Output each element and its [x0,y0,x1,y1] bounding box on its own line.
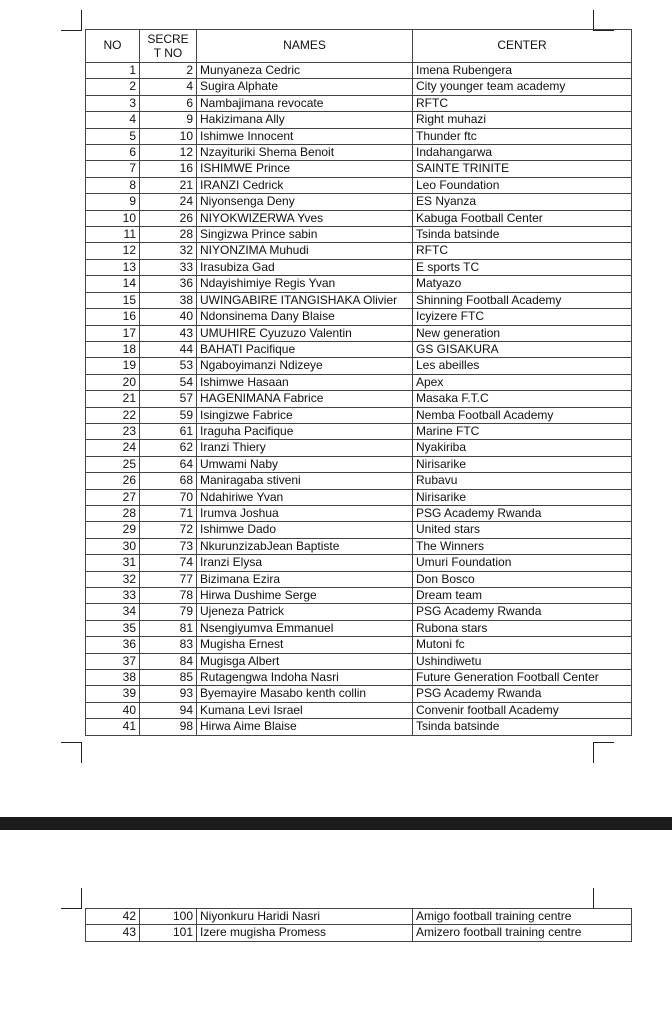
cell-name: Nzayituriki Shema Benoit [197,145,413,161]
cell-secret-no: 32 [140,243,197,259]
cell-secret-no: 62 [140,440,197,456]
cell-secret-no: 73 [140,538,197,554]
table-row [86,210,632,226]
cell-secret-no: 16 [140,161,197,177]
table-row [86,604,632,620]
table-row [86,95,632,111]
cell-no: 4 [86,112,140,128]
cell-center: Mutoni fc [413,637,632,653]
table-row [86,571,632,587]
cell-center: Les abeilles [413,358,632,374]
cell-center: ES Nyanza [413,194,632,210]
table-row [86,161,632,177]
cell-secret-no: 36 [140,276,197,292]
cell-name: Munyaneza Cedric [197,63,413,79]
cell-center: Imena Rubengera [413,63,632,79]
cell-no: 41 [86,719,140,735]
cell-center: New generation [413,325,632,341]
header-secret-no-line1: SECRE [147,32,189,46]
cell-name: Ndonsinema Dany Blaise [197,309,413,325]
cell-center: Tsinda batsinde [413,227,632,243]
cell-name: Nsengiyumva Emmanuel [197,620,413,636]
table-row [86,653,632,669]
cell-name: NkurunzizabJean Baptiste [197,538,413,554]
cell-no: 8 [86,177,140,193]
cell-secret-no: 74 [140,555,197,571]
cell-center: Don Bosco [413,571,632,587]
cell-secret-no: 77 [140,571,197,587]
cell-center: Convenir football Academy [413,702,632,718]
cell-name: Ngaboyimanzi Ndizeye [197,358,413,374]
page-corner-mark [61,10,82,31]
cell-center: Rubona stars [413,620,632,636]
cell-center: Amizero football training centre [413,925,632,941]
cell-secret-no: 84 [140,653,197,669]
cell-center: Nirisarike [413,456,632,472]
cell-secret-no: 64 [140,456,197,472]
cell-no: 23 [86,423,140,439]
cell-center: Future Generation Football Center [413,670,632,686]
cell-secret-no: 54 [140,374,197,390]
table-row [86,588,632,604]
cell-name: Singizwa Prince sabin [197,227,413,243]
table-row [86,538,632,554]
table-row [86,423,632,439]
cell-center: Marine FTC [413,423,632,439]
table-row [86,456,632,472]
page-corner-mark [593,742,614,763]
document-page-2 [0,830,672,1021]
cell-secret-no: 68 [140,473,197,489]
cell-name: Sugira Alphate [197,79,413,95]
cell-secret-no: 71 [140,505,197,521]
cell-name: NIYONZIMA Muhudi [197,243,413,259]
table-row [86,505,632,521]
cell-secret-no: 6 [140,95,197,111]
cell-secret-no: 38 [140,292,197,308]
cell-center: Kabuga Football Center [413,210,632,226]
cell-name: Iranzi Elysa [197,555,413,571]
cell-name: ISHIMWE Prince [197,161,413,177]
table-row [86,555,632,571]
cell-no: 6 [86,145,140,161]
table-row [86,145,632,161]
cell-secret-no: 98 [140,719,197,735]
table-row [86,620,632,636]
cell-no: 25 [86,456,140,472]
cell-name: Umwami Naby [197,456,413,472]
table-row [86,374,632,390]
cell-center: GS GISAKURA [413,341,632,357]
cell-secret-no: 53 [140,358,197,374]
cell-no: 19 [86,358,140,374]
table-row [86,637,632,653]
cell-center: Apex [413,374,632,390]
cell-no: 22 [86,407,140,423]
cell-center: PSG Academy Rwanda [413,604,632,620]
cell-secret-no: 21 [140,177,197,193]
cell-no: 37 [86,653,140,669]
table-row [86,79,632,95]
cell-no: 33 [86,588,140,604]
table-row [86,489,632,505]
table-row [86,63,632,79]
page-corner-mark [61,742,82,763]
cell-name: Nambajimana revocate [197,95,413,111]
header-secret-no [140,30,197,63]
cell-name: Ndahiriwe Yvan [197,489,413,505]
cell-center: Right muhazi [413,112,632,128]
cell-center: Nirisarike [413,489,632,505]
table-row [86,391,632,407]
table-body-continued [86,909,632,942]
cell-name: Ujeneza Patrick [197,604,413,620]
table-row [86,686,632,702]
cell-name: NIYOKWIZERWA Yves [197,210,413,226]
cell-secret-no: 40 [140,309,197,325]
table-body [86,63,632,736]
table-row [86,128,632,144]
cell-name: Hirwa Aime Blaise [197,719,413,735]
cell-no: 28 [86,505,140,521]
cell-name: Irumva Joshua [197,505,413,521]
cell-no: 20 [86,374,140,390]
cell-center: Leo Foundation [413,177,632,193]
cell-secret-no: 2 [140,63,197,79]
cell-secret-no: 81 [140,620,197,636]
cell-center: Tsinda batsinde [413,719,632,735]
cell-no: 30 [86,538,140,554]
table-row [86,702,632,718]
cell-secret-no: 83 [140,637,197,653]
cell-name: IRANZI Cedrick [197,177,413,193]
cell-name: Rutagengwa Indoha Nasri [197,670,413,686]
registration-table [85,29,632,736]
cell-no: 16 [86,309,140,325]
cell-secret-no: 70 [140,489,197,505]
table-row [86,522,632,538]
cell-no: 38 [86,670,140,686]
cell-name: Ishimwe Dado [197,522,413,538]
cell-name: Niyonkuru Haridi Nasri [197,909,413,925]
table-row [86,341,632,357]
cell-name: Mugisga Albert [197,653,413,669]
cell-no: 12 [86,243,140,259]
cell-name: Hirwa Dushime Serge [197,588,413,604]
cell-name: Iranzi Thiery [197,440,413,456]
cell-center: SAINTE TRINITE [413,161,632,177]
cell-center: PSG Academy Rwanda [413,686,632,702]
cell-name: Kumana Levi Israel [197,702,413,718]
cell-no: 17 [86,325,140,341]
cell-secret-no: 9 [140,112,197,128]
cell-secret-no: 28 [140,227,197,243]
table-row [86,112,632,128]
cell-name: Mugisha Ernest [197,637,413,653]
cell-name: Isingizwe Fabrice [197,407,413,423]
page-corner-mark [61,888,82,909]
table-row [86,276,632,292]
cell-name: BAHATI Pacifique [197,341,413,357]
cell-no: 15 [86,292,140,308]
cell-secret-no: 59 [140,407,197,423]
cell-no: 27 [86,489,140,505]
cell-name: Maniragaba stiveni [197,473,413,489]
cell-name: Bizimana Ezira [197,571,413,587]
table-row [86,194,632,210]
cell-center: RFTC [413,243,632,259]
cell-center: Shinning Football Academy [413,292,632,308]
cell-secret-no: 72 [140,522,197,538]
table-row [86,473,632,489]
cell-no: 10 [86,210,140,226]
cell-no: 13 [86,259,140,275]
header-no: NO [86,30,140,63]
cell-center: RFTC [413,95,632,111]
table-row [86,909,632,925]
cell-no: 43 [86,925,140,941]
cell-center: Umuri Foundation [413,555,632,571]
cell-no: 34 [86,604,140,620]
table-row [86,227,632,243]
cell-center: Dream team [413,588,632,604]
cell-center: Ushindiwetu [413,653,632,669]
cell-secret-no: 26 [140,210,197,226]
cell-secret-no: 100 [140,909,197,925]
cell-secret-no: 24 [140,194,197,210]
cell-center: Rubavu [413,473,632,489]
cell-no: 1 [86,63,140,79]
table-row [86,259,632,275]
cell-name: Ishimwe Innocent [197,128,413,144]
cell-name: Irasubiza Gad [197,259,413,275]
page-corner-mark [593,888,614,909]
cell-secret-no: 10 [140,128,197,144]
cell-no: 26 [86,473,140,489]
table-header-row [86,30,632,63]
cell-center: Icyizere FTC [413,309,632,325]
cell-secret-no: 101 [140,925,197,941]
registration-table-continued [85,908,632,942]
cell-center: Masaka F.T.C [413,391,632,407]
table-row [86,407,632,423]
cell-no: 29 [86,522,140,538]
cell-center: United stars [413,522,632,538]
cell-no: 9 [86,194,140,210]
cell-center: City younger team academy [413,79,632,95]
cell-no: 39 [86,686,140,702]
cell-secret-no: 61 [140,423,197,439]
table-row [86,309,632,325]
cell-center: The Winners [413,538,632,554]
cell-secret-no: 93 [140,686,197,702]
cell-no: 2 [86,79,140,95]
cell-secret-no: 43 [140,325,197,341]
cell-center: Indahangarwa [413,145,632,161]
cell-name: Ndayishimiye Regis Yvan [197,276,413,292]
cell-no: 24 [86,440,140,456]
cell-center: Amigo football training centre [413,909,632,925]
cell-no: 3 [86,95,140,111]
cell-secret-no: 79 [140,604,197,620]
cell-no: 18 [86,341,140,357]
cell-center: Nemba Football Academy [413,407,632,423]
cell-secret-no: 44 [140,341,197,357]
cell-center: Matyazo [413,276,632,292]
table-row [86,358,632,374]
header-names: NAMES [197,30,413,63]
cell-center: Nyakiriba [413,440,632,456]
cell-no: 36 [86,637,140,653]
cell-name: Byemayire Masabo kenth collin [197,686,413,702]
table-row [86,177,632,193]
cell-name: UWINGABIRE ITANGISHAKA Olivier [197,292,413,308]
page-separator [0,817,672,830]
header-center: CENTER [413,30,632,63]
cell-name: Ishimwe Hasaan [197,374,413,390]
cell-secret-no: 12 [140,145,197,161]
cell-name: HAGENIMANA Fabrice [197,391,413,407]
cell-name: Hakizimana Ally [197,112,413,128]
cell-no: 35 [86,620,140,636]
table-row [86,925,632,941]
cell-name: Iraguha Pacifique [197,423,413,439]
cell-center: E sports TC [413,259,632,275]
cell-no: 14 [86,276,140,292]
table-row [86,243,632,259]
cell-no: 7 [86,161,140,177]
cell-secret-no: 85 [140,670,197,686]
table-row [86,292,632,308]
cell-secret-no: 57 [140,391,197,407]
cell-secret-no: 33 [140,259,197,275]
cell-name: UMUHIRE Cyuzuzo Valentin [197,325,413,341]
page-corner-mark [593,10,614,31]
cell-no: 11 [86,227,140,243]
cell-no: 31 [86,555,140,571]
header-secret-no-line2: T NO [153,46,183,60]
table-row [86,440,632,456]
cell-center: Thunder ftc [413,128,632,144]
cell-name: Izere mugisha Promess [197,925,413,941]
cell-secret-no: 4 [140,79,197,95]
table-row [86,325,632,341]
cell-no: 42 [86,909,140,925]
cell-name: Niyonsenga Deny [197,194,413,210]
cell-no: 40 [86,702,140,718]
cell-no: 21 [86,391,140,407]
table-row [86,670,632,686]
table-row [86,719,632,735]
cell-no: 32 [86,571,140,587]
cell-secret-no: 78 [140,588,197,604]
cell-secret-no: 94 [140,702,197,718]
cell-no: 5 [86,128,140,144]
cell-center: PSG Academy Rwanda [413,505,632,521]
